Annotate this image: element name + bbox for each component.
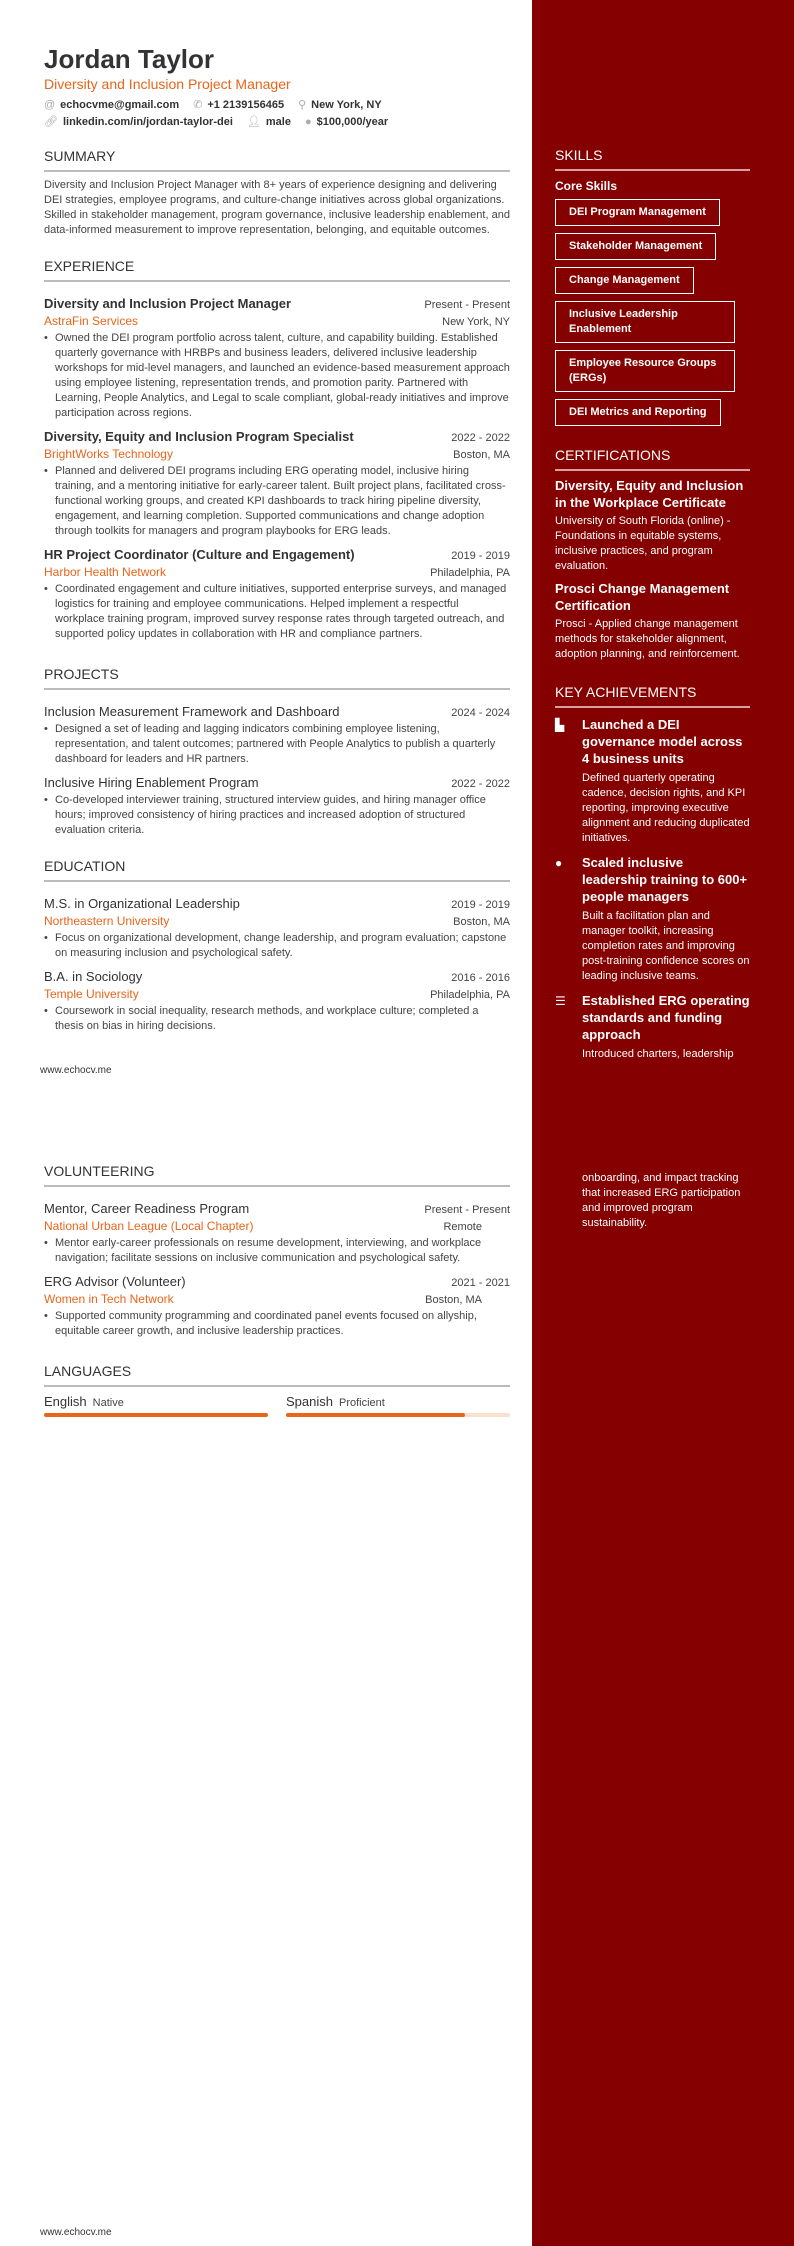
sidebar	[555, 147, 750, 1062]
entry-bullet: • Planned and delivered DEI programs including ERG operating model, inclusive hiring training, and a mentoring initiative for early-career talent. Built project plans, facilitated cross-functional working groups, and created KPI dashboards to track hiring pipeline diversity, engagement, and learning completion. Supported communications and change adoption through toolkits for managers and program playbooks for ERG leads.	[44, 464, 510, 539]
entry-dates: 2022 - 2022	[451, 778, 510, 790]
location: New York, NY	[311, 99, 382, 111]
entry-bullet: • Coursework in social inequality, research methods, and workplace culture; completed a thesis on bias in hiring decisions.	[44, 1004, 510, 1034]
entry-dates: Present - Present	[424, 1204, 510, 1216]
experience-entry	[44, 288, 510, 421]
language-proficiency-bar	[286, 1413, 510, 1417]
entry-title: Diversity, Equity and Inclusion Program Specialist	[44, 429, 354, 444]
language-proficiency-fill	[286, 1413, 465, 1417]
document-chart-icon: ▙	[555, 718, 565, 732]
language-proficiency-bar	[44, 1413, 268, 1417]
contact-row-1	[44, 98, 510, 111]
entry-dates: 2021 - 2021	[451, 1277, 510, 1289]
entry-organization: National Urban League (Local Chapter)	[44, 1219, 254, 1233]
education-entry	[44, 888, 510, 961]
achievement-description: Introduced charters, leadership	[582, 1048, 734, 1060]
skill-tag: DEI Program Management	[555, 199, 720, 226]
education-entry	[44, 961, 510, 1034]
sidebar-2	[555, 1168, 750, 1231]
achievement-description: Built a facilitation plan and manager toolkit, increasing completion rates and improving post-training confidence scores on leading inclusive teams.	[582, 910, 750, 982]
experience-entry	[44, 421, 510, 539]
entry-location: Philadelphia, PA	[430, 989, 510, 1001]
achievement-title: Established ERG operating standards and funding approach	[582, 993, 750, 1042]
certification-item	[555, 477, 750, 574]
summary-text: Diversity and Inclusion Project Manager with 8+ years of experience designing and delivering DEI strategies, employee programs, and culture-change initiatives across global organizations. Skilled in stakeholder management, program governance, inclusive leadership enablement, and data-informed measurement to improve representation, belonging, and equitable outcomes.	[44, 179, 510, 236]
person-icon: 👤︎	[246, 116, 261, 128]
volunteering-entry	[44, 1266, 510, 1339]
phone-icon: ✆	[193, 99, 203, 111]
entry-organization: Northeastern University	[44, 914, 170, 928]
footer-url-2: www.echocv.me	[40, 2227, 112, 2238]
entry-bullet: • Designed a set of leading and lagging indicators combining employee listening, representation, and talent outcomes; partnered with People Analytics to publish a quarterly dashboard for leaders and HR partners.	[44, 722, 510, 767]
experience-heading: EXPERIENCE	[44, 258, 510, 282]
entry-bullet: • Coordinated engagement and culture initiatives, supported enterprise surveys, and managed logistics for training and employee communications. Helped implement a respectful workplace training program, improved survey response rates through targeted outreach, and supported policy updates in collaboration with HR and compliance partners.	[44, 582, 510, 642]
projects-heading: PROJECTS	[44, 666, 510, 690]
gender: male	[265, 116, 291, 128]
entry-bullet: • Focus on organizational development, change leadership, and program evaluation; capstone on measuring inclusion and psychological safety.	[44, 931, 510, 961]
entry-dates: 2019 - 2019	[451, 550, 510, 562]
main-column-2	[44, 1143, 510, 1417]
location-icon: ⚲	[298, 99, 307, 111]
language-name: English	[44, 1394, 87, 1409]
email[interactable]: echocvme@gmail.com	[60, 98, 180, 111]
summary-heading: SUMMARY	[44, 148, 510, 172]
achievement-item	[555, 716, 750, 846]
education-heading: EDUCATION	[44, 858, 510, 882]
languages-heading: LANGUAGES	[44, 1363, 510, 1387]
entry-title: HR Project Coordinator (Culture and Engagement)	[44, 547, 355, 562]
projects-entry	[44, 696, 510, 767]
skills-group: Core Skills	[555, 179, 618, 193]
contact-row-2	[44, 115, 510, 128]
link-icon: 🔗︎	[44, 116, 58, 128]
salary: $100,000/year	[316, 115, 389, 128]
entry-organization: Harbor Health Network	[44, 565, 167, 579]
entry-title: Diversity and Inclusion Project Manager	[44, 296, 292, 311]
certifications-heading: CERTIFICATIONS	[555, 447, 750, 471]
language-item	[44, 1393, 268, 1417]
achievement-title: Launched a DEI governance model across 4 business units	[582, 717, 743, 766]
entry-title: Mentor, Career Readiness Program	[44, 1201, 250, 1216]
entry-organization: Women in Tech Network	[44, 1292, 174, 1306]
footer-url: www.echocv.me	[40, 1065, 112, 1076]
entry-dates: 2019 - 2019	[451, 899, 510, 911]
entry-title: M.S. in Organizational Leadership	[44, 896, 240, 911]
achievement-item	[555, 992, 750, 1062]
achievements-heading: KEY ACHIEVEMENTS	[555, 684, 750, 708]
certification-description: University of South Florida (online) - Foundations in equitable systems, inclusive practices, and program evaluation.	[555, 515, 731, 572]
language-name: Spanish	[286, 1394, 333, 1409]
projects-entry	[44, 767, 510, 838]
salary-icon: ●	[304, 115, 312, 128]
certification-item	[555, 580, 750, 662]
entry-location: Boston, MA	[425, 1294, 482, 1306]
entry-bullet: • Co-developed interviewer training, structured interview guides, and hiring manager office hours; improved consistency of hiring practices and increased adoption of structured evaluation criteria.	[44, 793, 510, 838]
main-column	[44, 44, 510, 1034]
entry-bullet: • Mentor early-career professionals on resume development, interviewing, and workplace navigation; facilitate sessions on inclusive communication and psychological safety.	[44, 1236, 510, 1266]
skills-heading: SKILLS	[555, 147, 750, 171]
linkedin[interactable]: linkedin.com/in/jordan-taylor-dei	[62, 116, 233, 128]
achievement-description-continued: onboarding, and impact tracking that increased ERG participation and improved program sustainability.	[582, 1172, 741, 1229]
entry-title: Inclusion Measurement Framework and Dashboard	[44, 704, 340, 719]
language-proficiency-fill	[44, 1413, 268, 1417]
skill-tag: Inclusive Leadership Enablement	[555, 301, 735, 343]
skill-tag: Change Management	[555, 267, 694, 294]
language-item	[286, 1393, 510, 1417]
entry-dates: 2016 - 2016	[451, 972, 510, 984]
skill-tag: DEI Metrics and Reporting	[555, 399, 721, 426]
entry-title: B.A. in Sociology	[44, 969, 143, 984]
page-2	[0, 1123, 794, 2246]
language-level: Proficient	[338, 1397, 385, 1409]
entry-dates: 2022 - 2022	[451, 432, 510, 444]
entry-location: Philadelphia, PA	[430, 567, 510, 579]
certification-description: Prosci - Applied change management methods for stakeholder alignment, adoption planning, and reinforcement.	[555, 618, 740, 660]
entry-location: Boston, MA	[453, 449, 510, 461]
achievement-title: Scaled inclusive leadership training to 600+ people managers	[582, 855, 748, 904]
entry-organization: BrightWorks Technology	[44, 447, 173, 461]
coin-icon: ●	[555, 856, 563, 870]
entry-bullet: • Supported community programming and coordinated panel events focused on allyship, equitable career growth, and inclusive leadership practices.	[44, 1309, 510, 1339]
entry-location: New York, NY	[442, 316, 510, 328]
certification-title: Diversity, Equity and Inclusion in the Workplace Certificate	[555, 478, 744, 510]
achievement-item	[555, 854, 750, 984]
skill-tag: Employee Resource Groups (ERGs)	[555, 350, 735, 392]
entry-dates: Present - Present	[424, 299, 510, 311]
list-icon: ☰	[555, 994, 566, 1008]
entry-location: Boston, MA	[453, 916, 510, 928]
achievement-description: Defined quarterly operating cadence, decision rights, and KPI reporting, improving executive alignment and reducing duplicated initiatives.	[582, 772, 750, 844]
entry-dates: 2024 - 2024	[451, 707, 510, 719]
entry-organization: Temple University	[44, 987, 139, 1001]
certification-title: Prosci Change Management Certification	[555, 581, 730, 613]
experience-entry	[44, 539, 510, 642]
entry-location: Remote	[443, 1221, 482, 1233]
email-icon: @	[44, 98, 56, 111]
entry-bullet: • Owned the DEI program portfolio across talent, culture, and capability building. Established quarterly governance with HRBPs and business leaders, delivered inclusive leadership workshops for mid-level managers, and launched an evidence-based measurement approach using employee listening, representation trends, and promotion parity. Partnered with Learning, People Analytics, and Legal to scale compliant, global-ready initiatives and improve participation across regions.	[44, 331, 510, 421]
volunteering-entry	[44, 1193, 510, 1266]
phone: +1 2139156465	[207, 99, 285, 111]
entry-organization: AstraFin Services	[44, 314, 139, 328]
entry-title: Inclusive Hiring Enablement Program	[44, 775, 259, 790]
skill-tag: Stakeholder Management	[555, 233, 716, 260]
candidate-title: Diversity and Inclusion Project Manager	[44, 76, 291, 92]
candidate-name: Jordan Taylor	[44, 44, 215, 74]
language-level: Native	[92, 1397, 124, 1409]
volunteering-heading: VOLUNTEERING	[44, 1163, 510, 1187]
entry-title: ERG Advisor (Volunteer)	[44, 1274, 186, 1289]
